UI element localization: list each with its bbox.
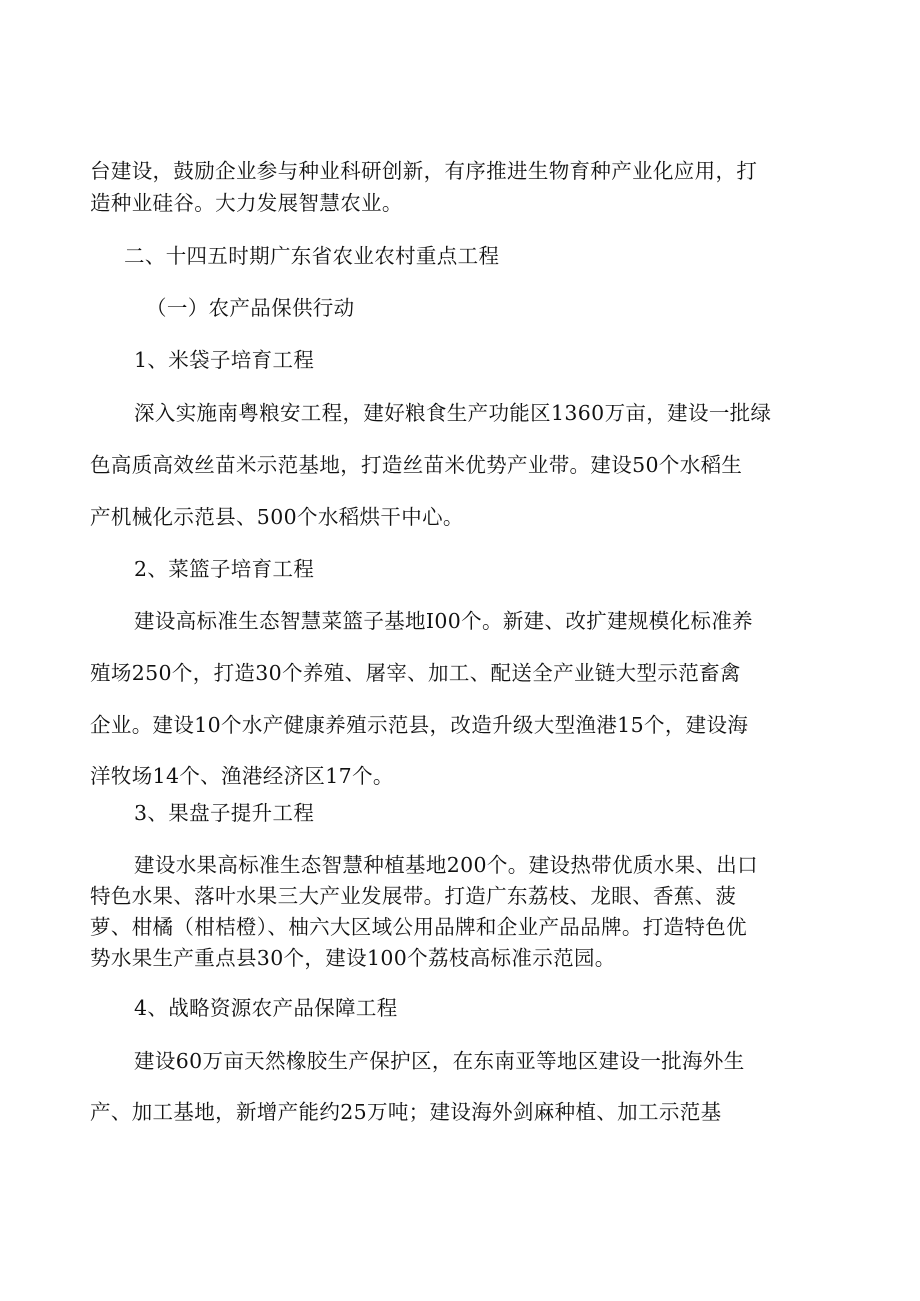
text-line: 台建设，鼓励企业参与种业科研创新，有序推进生物育种产业化应用，打 [90, 159, 758, 183]
item-title: 1、米袋子培育工程 [134, 348, 315, 372]
item-title: 4、战略资源农产品保障工程 [134, 996, 398, 1020]
text-line: 建设高标准生态智慧菜篮子基地I00个。新建、改扩建规模化标准养 [134, 609, 754, 633]
item-title: 3、果盘子提升工程 [134, 801, 315, 825]
text-line: 深入实施南粤粮安工程，建好粮食生产功能区1360万亩，建设一批绿 [134, 401, 772, 425]
text-line: 萝、柑橘（柑桔橙）、柚六大区域公用品牌和企业产品品牌。打造特色优 [90, 915, 747, 939]
text-line: 造种业硅谷。大力发展智慧农业。 [90, 191, 403, 215]
text-line: 殖场250个，打造30个养殖、屠宰、加工、配送全产业链大型示范畜禽 [90, 661, 741, 685]
subsection-heading: （一）农产品保供行动 [146, 296, 355, 320]
text-line: 产、加工基地，新增产能约25万吨；建设海外剑麻种植、加工示范基 [90, 1100, 722, 1124]
text-line: 色高质高效丝苗米示范基地，打造丝苗米优势产业带。建设50个水稻生 [90, 453, 743, 477]
text-line: 势水果生产重点县30个，建设100个荔枝高标准示范园。 [90, 946, 616, 970]
text-line: 建设水果高标准生态智慧种植基地200个。建设热带优质水果、出口 [134, 853, 758, 877]
text-line: 建设60万亩天然橡胶生产保护区，在东南亚等地区建设一批海外生 [134, 1049, 745, 1073]
text-line: 特色水果、落叶水果三大产业发展带。打造广东荔枝、龙眼、香蕉、菠 [90, 884, 737, 908]
section-heading: 二、十四五时期广东省农业农村重点工程 [124, 244, 500, 268]
item-title: 2、菜篮子培育工程 [134, 557, 315, 581]
text-line: 产机械化示范县、500个水稻烘干中心。 [90, 505, 464, 529]
text-line: 企业。建设10个水产健康养殖示范县，改造升级大型渔港15个，建设海 [90, 713, 749, 737]
text-line: 洋牧场14个、渔港经济区17个。 [90, 764, 394, 788]
